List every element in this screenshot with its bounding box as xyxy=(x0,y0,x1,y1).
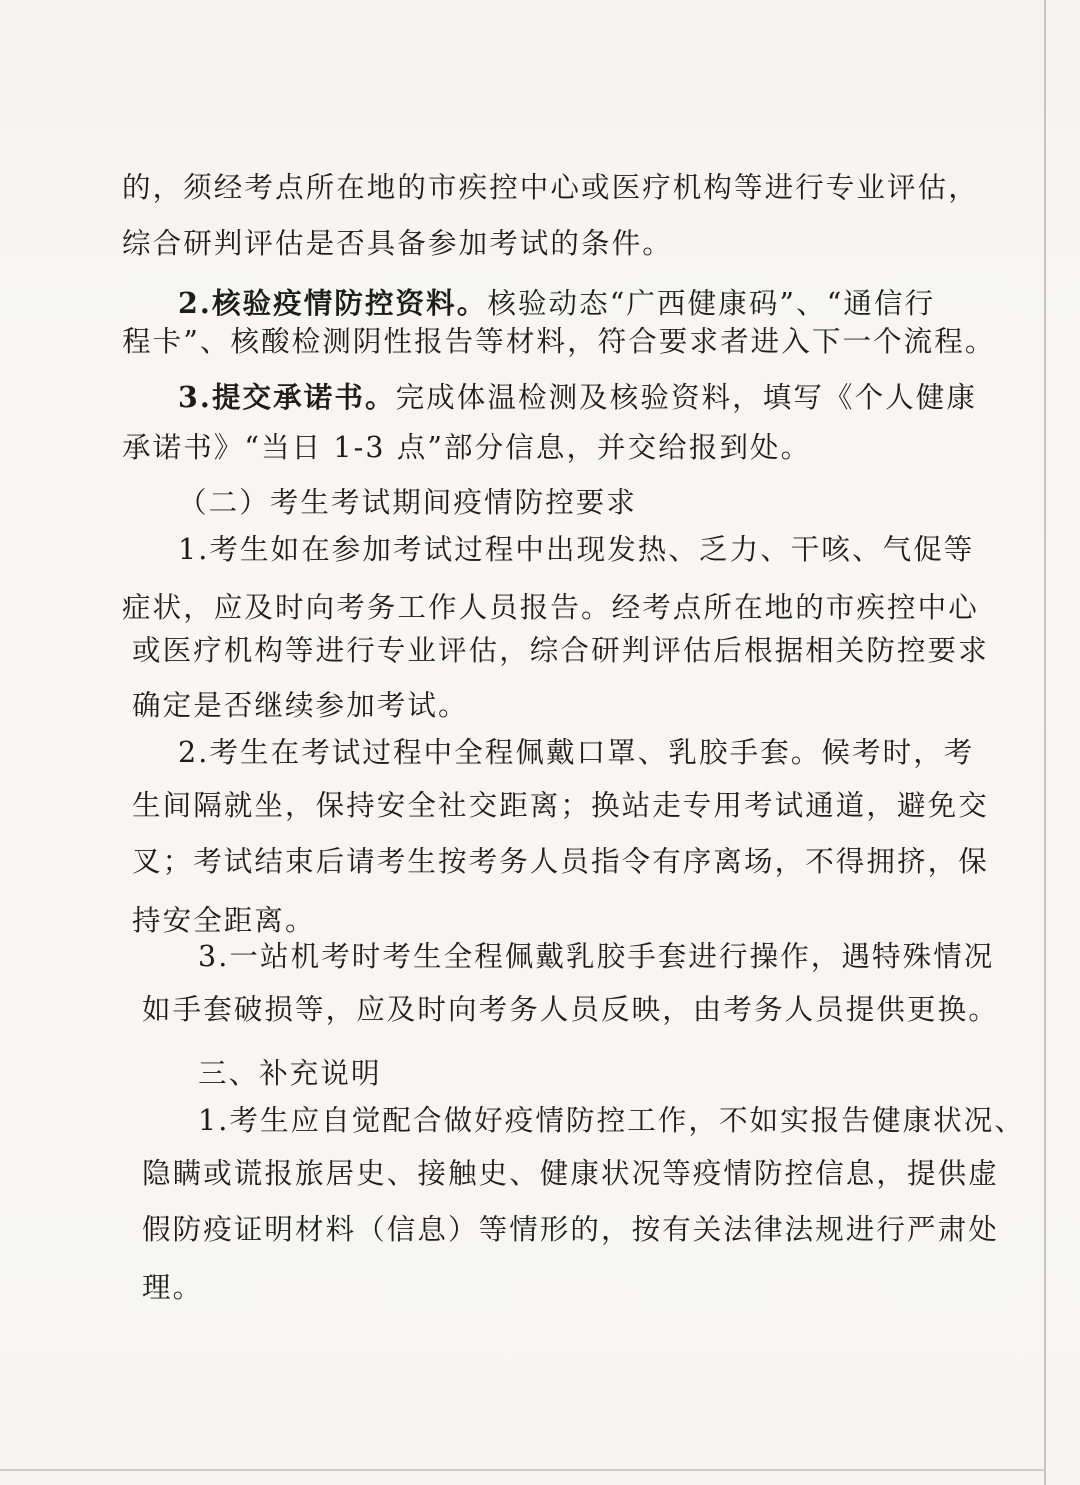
text-line xyxy=(178,283,935,324)
scan-edge-right xyxy=(1044,0,1046,1485)
scan-edge-bottom xyxy=(0,1469,1046,1471)
text-line: 隐瞒或谎报旅居史、接触史、健康状况等疫情防控信息，提供虚 xyxy=(142,1157,999,1190)
text-line: 症状，应及时向考务工作人员报告。经考点所在地的市疾控中心 xyxy=(122,591,979,624)
text-line: 持安全距离。 xyxy=(132,904,316,937)
text-line xyxy=(178,377,977,418)
item-text: 核验动态“广西健康码”、“通信行 xyxy=(487,287,936,320)
text-line: 1.考生应自觉配合做好疫情防控工作，不如实报告健康状况、 xyxy=(198,1104,1025,1137)
section-heading: （二）考生考试期间疫情防控要求 xyxy=(178,486,638,519)
text-line: 生间隔就坐，保持安全社交距离；换站走专用考试通道，避免交 xyxy=(132,789,989,822)
text-line: 确定是否继续参加考试。 xyxy=(132,689,469,722)
item-heading: 2.核验疫情防控资料。 xyxy=(178,286,488,320)
text-line: 假防疫证明材料（信息）等情形的，按有关法律法规进行严肃处 xyxy=(142,1213,999,1246)
text-line: 1.考生如在参加考试过程中出现发热、乏力、干咳、气促等 xyxy=(178,533,975,566)
item-text: 完成体温检测及核验资料，填写《个人健康 xyxy=(395,381,977,414)
section-heading: 三、补充说明 xyxy=(198,1057,382,1090)
text-line: 程卡”、核酸检测阴性报告等材料，符合要求者进入下一个流程。 xyxy=(122,325,996,358)
text-line: 如手套破损等，应及时向考务人员反映，由考务人员提供更换。 xyxy=(142,993,999,1026)
text-line: 承诺书》“当日 1-3 点”部分信息，并交给报到处。 xyxy=(122,431,812,464)
text-line: 叉；考试结束后请考生按考务人员指令有序离场，不得拥挤，保 xyxy=(132,845,989,878)
text-line: 的，须经考点所在地的市疾控中心或医疗机构等进行专业评估， xyxy=(122,171,979,204)
text-line: 综合研判评估是否具备参加考试的条件。 xyxy=(122,227,673,260)
text-line: 或医疗机构等进行专业评估，综合研判评估后根据相关防控要求 xyxy=(132,634,989,667)
text-line: 理。 xyxy=(142,1271,204,1304)
item-heading: 3.提交承诺书。 xyxy=(178,380,396,414)
text-line: 3.一站机考时考生全程佩戴乳胶手套进行操作，遇特殊情况 xyxy=(198,940,995,973)
text-line: 2.考生在考试过程中全程佩戴口罩、乳胶手套。候考时，考 xyxy=(178,736,975,769)
